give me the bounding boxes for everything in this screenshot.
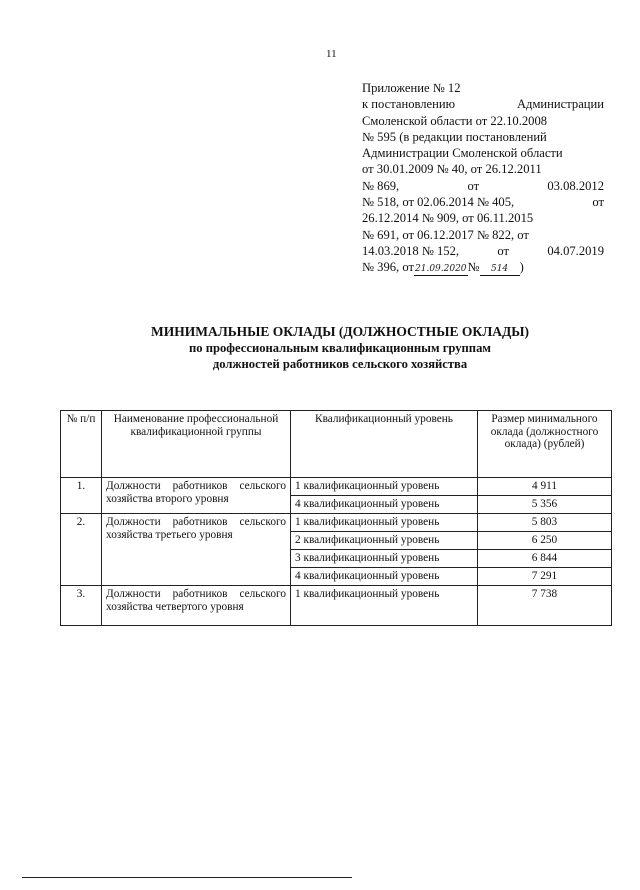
table-header-row	[61, 411, 612, 478]
salary-cell: 7 738	[478, 586, 612, 626]
level-cell: 1 квалификационный уровень	[291, 514, 478, 532]
table-row	[61, 586, 612, 626]
annex-line: Смоленской области от 22.10.2008	[362, 113, 548, 128]
salary-cell: 4 911	[478, 478, 612, 496]
level-cell: 4 квалификационный уровень	[291, 568, 478, 586]
salary-table	[60, 410, 612, 626]
table-row	[61, 514, 612, 532]
group-num: 1.	[61, 478, 102, 514]
title-line: МИНИМАЛЬНЫЕ ОКЛАДЫ (ДОЛЖНОСТНЫЕ ОКЛАДЫ)	[150, 324, 530, 339]
group-name: Должности работников сельского хозяйства второго уровня	[102, 478, 291, 514]
title-line: должностей работников сельского хозяйства	[212, 357, 468, 371]
group-name: Должности работников сельского хозяйства третьего уровня	[102, 514, 291, 586]
annex-line: 14.03.2018 № 152, от 04.07.2019	[362, 243, 604, 258]
annex-line: № 869, от 03.08.2012	[362, 178, 604, 193]
group-num: 3.	[61, 586, 102, 626]
annex-header	[362, 80, 604, 276]
salary-cell: 7 291	[478, 568, 612, 586]
level-cell: 1 квалификационный уровень	[291, 586, 478, 626]
document-title	[80, 324, 600, 372]
level-cell: 1 квалификационный уровень	[291, 478, 478, 496]
annex-line: к постановлению Администрации	[362, 97, 604, 112]
annex-line: Администрации Смоленской области	[362, 146, 563, 161]
annex-line-last: № 396, от21.09.2020№ 514 )	[362, 260, 524, 275]
page-number: 11	[326, 48, 337, 60]
table-row	[61, 478, 612, 496]
header-group: Наименование профессиональной квалификационной группы	[102, 411, 291, 478]
header-num: № п/п	[61, 411, 102, 478]
footer-divider	[22, 877, 352, 878]
annex-line: № 518, от 02.06.2014 № 405, от	[362, 195, 604, 210]
salary-cell: 5 803	[478, 514, 612, 532]
annex-line: от 30.01.2009 № 40, от 26.12.2011	[362, 162, 542, 177]
annex-line: Приложение № 12	[362, 81, 461, 95]
annex-line: № 691, от 06.12.2017 № 822, от	[362, 227, 529, 242]
header-level: Квалификационный уровень	[291, 411, 478, 478]
annex-line: 26.12.2014 № 909, от 06.11.2015	[362, 211, 534, 226]
group-num: 2.	[61, 514, 102, 586]
salary-cell: 6 844	[478, 550, 612, 568]
salary-cell: 5 356	[478, 496, 612, 514]
handwritten-number: 514	[480, 264, 520, 276]
level-cell: 4 квалификационный уровень	[291, 496, 478, 514]
handwritten-date: 21.09.2020	[415, 264, 467, 275]
group-name: Должности работников сельского хозяйства четвертого уровня	[102, 586, 291, 626]
header-salary: Размер минимального оклада (должностного оклада) (рублей)	[478, 411, 612, 478]
salary-cell: 6 250	[478, 532, 612, 550]
level-cell: 3 квалификационный уровень	[291, 550, 478, 568]
title-line: по профессиональным квалификационным группам	[189, 341, 491, 355]
level-cell: 2 квалификационный уровень	[291, 532, 478, 550]
annex-line: № 595 (в редакции постановлений	[362, 129, 547, 144]
